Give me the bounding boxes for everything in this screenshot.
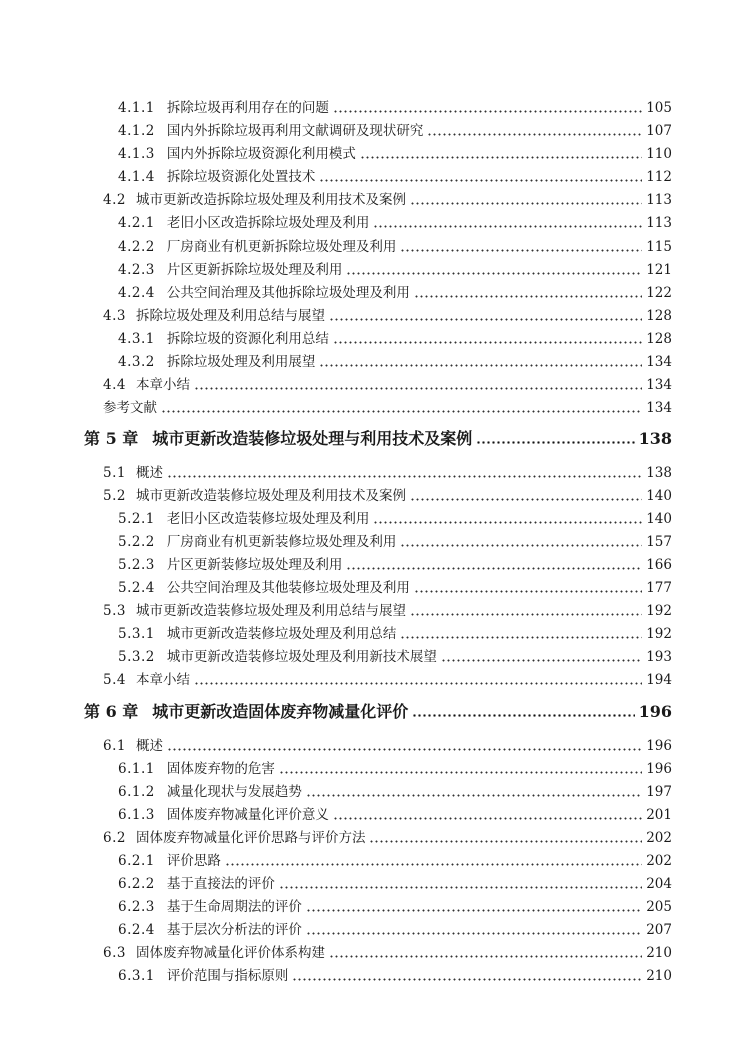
toc-entry-page-number: 138 (646, 465, 672, 481)
dot-leader (476, 441, 634, 444)
toc-entry-number: 5.2.1 (118, 511, 155, 527)
toc-entry-page-number: 196 (646, 738, 672, 754)
toc-entry-page-number: 134 (646, 354, 672, 370)
toc-entry[interactable] (118, 778, 672, 800)
toc-entry-page-number: 110 (646, 146, 672, 162)
toc-entry-number: 5.1 (103, 465, 126, 481)
toc-entry-page-number: 122 (646, 285, 672, 301)
dot-leader (333, 817, 642, 820)
toc-entry-number: 5.4 (103, 672, 126, 688)
toc-entry-page-number: 202 (646, 830, 672, 846)
toc-entry[interactable] (118, 847, 672, 869)
toc-entry-page-number: 201 (646, 807, 672, 823)
toc-chapter-entry[interactable] (84, 421, 672, 447)
toc-entry-title: 公共空间治理及其他装修垃圾处理及利用 (166, 580, 410, 596)
toc-entry-title: 拆除垃圾处理及利用总结与展望 (135, 308, 325, 324)
dot-leader (412, 714, 634, 717)
toc-entry-title: 老旧小区改造装修垃圾处理及利用 (166, 511, 370, 527)
toc-entry-number: 4.1.1 (118, 100, 155, 116)
toc-entry-title: 城市更新改造装修垃圾处理及利用新技术展望 (166, 649, 437, 665)
dot-leader (333, 341, 642, 344)
toc-entry[interactable] (103, 939, 672, 961)
dot-leader (414, 590, 642, 593)
toc-entry-number: 6.1 (103, 738, 126, 754)
toc-entry-title: 片区更新拆除垃圾处理及利用 (166, 262, 343, 278)
toc-entry-page-number: 107 (646, 123, 672, 139)
toc-entry[interactable] (118, 325, 672, 347)
toc-entry-number: 6.3 (103, 945, 126, 961)
dot-leader (410, 202, 642, 205)
dot-leader (410, 613, 642, 616)
toc-entry-page-number: 192 (646, 603, 672, 619)
toc-entry[interactable] (118, 801, 672, 823)
toc-entry-page-number: 115 (646, 239, 672, 255)
toc-entry-title: 国内外拆除垃圾资源化利用模式 (166, 146, 356, 162)
dot-leader (319, 364, 642, 367)
dot-leader (319, 179, 642, 182)
toc-entry-title: 城市更新改造固体废弃物减量化评价 (152, 702, 409, 721)
toc-entry-page-number: 196 (646, 761, 672, 777)
toc-entry[interactable] (118, 528, 672, 550)
toc-entry-page-number: 121 (646, 262, 672, 278)
toc-entry-page-number: 140 (646, 511, 672, 527)
toc-entry[interactable] (118, 94, 672, 116)
toc-entry-page-number: 207 (646, 922, 672, 938)
toc-entry-title: 片区更新装修垃圾处理及利用 (166, 557, 343, 573)
toc-entry-title: 城市更新改造装修垃圾处理及利用技术及案例 (135, 488, 406, 504)
toc-entry[interactable] (118, 574, 672, 596)
dot-leader (373, 521, 642, 524)
toc-entry-page-number: 193 (646, 649, 672, 665)
toc-entry-title: 厂房商业有机更新装修垃圾处理及利用 (166, 534, 397, 550)
toc-entry[interactable] (118, 209, 672, 231)
toc-entry[interactable] (118, 233, 672, 255)
toc-entry-page-number: 210 (646, 945, 672, 961)
toc-entry-title: 拆除垃圾资源化处置技术 (166, 169, 316, 185)
toc-entry-number: 5.3.1 (118, 626, 155, 642)
toc-entry-number: 4.2.4 (118, 285, 155, 301)
dot-leader (441, 659, 642, 662)
toc-entry-title: 城市更新改造拆除垃圾处理及利用技术及案例 (135, 192, 406, 208)
dot-leader (167, 475, 642, 478)
toc-entry-number: 5.2.2 (118, 534, 155, 550)
toc-entry[interactable] (103, 597, 672, 619)
dot-leader (225, 863, 642, 866)
toc-entry-title: 基于层次分析法的评价 (166, 922, 302, 938)
toc-entry-page-number: 105 (646, 100, 672, 116)
toc-entry-page-number: 210 (646, 968, 672, 984)
toc-entry-title: 拆除垃圾的资源化利用总结 (166, 331, 329, 347)
toc-entry[interactable] (118, 870, 672, 892)
toc-entry-title: 城市更新改造装修垃圾处理及利用总结与展望 (135, 603, 406, 619)
toc-entry-title: 固体废弃物减量化评价意义 (166, 807, 329, 823)
toc-entry-number: 4.3 (103, 308, 126, 324)
dot-leader (373, 225, 642, 228)
toc-entry-number: 6.2.1 (118, 853, 155, 869)
toc-entry-page-number: 166 (646, 557, 672, 573)
toc-entry-number: 6.3.1 (118, 968, 155, 984)
toc-entry-title: 概述 (135, 738, 163, 754)
dot-leader (306, 909, 642, 912)
toc-entry[interactable] (103, 482, 672, 504)
dot-leader (306, 932, 642, 935)
dot-leader (346, 567, 642, 570)
toc-entry-number: 6.2.2 (118, 876, 155, 892)
toc-entry-number: 6.1.2 (118, 784, 155, 800)
toc-entry-title: 评价思路 (166, 853, 221, 869)
toc-entry-page-number: 194 (646, 672, 672, 688)
toc-entry-page-number: 196 (638, 702, 672, 721)
dot-leader (410, 498, 642, 501)
toc-entry-page-number: 197 (646, 784, 672, 800)
toc-entry-number: 4.1.2 (118, 123, 155, 139)
toc-entry-number: 第 5 章 (84, 429, 139, 448)
toc-entry-number: 6.2 (103, 830, 126, 846)
toc-entry[interactable] (118, 893, 672, 915)
toc-entry-number: 4.2.1 (118, 215, 155, 231)
toc-entry-page-number: 157 (646, 534, 672, 550)
toc-entry-title: 老旧小区改造拆除垃圾处理及利用 (166, 215, 370, 231)
toc-entry-number: 4.3.1 (118, 331, 155, 347)
dot-leader (369, 840, 642, 843)
toc-entry[interactable] (103, 666, 672, 688)
toc-entry-title: 减量化现状与发展趋势 (166, 784, 302, 800)
toc-entry-page-number: 112 (646, 169, 672, 185)
dot-leader (333, 110, 642, 113)
toc-entry-page-number: 113 (646, 192, 672, 208)
toc-entry-page-number: 202 (646, 853, 672, 869)
toc-entry[interactable] (103, 394, 672, 416)
toc-entry-page-number: 113 (646, 215, 672, 231)
dot-leader (194, 682, 642, 685)
toc-entry-page-number: 134 (646, 377, 672, 393)
toc-entry-number: 4.2 (103, 192, 126, 208)
toc-entry[interactable] (118, 755, 672, 777)
toc-entry[interactable] (103, 824, 672, 846)
toc-entry[interactable] (103, 186, 672, 208)
toc-entry-title: 本章小结 (135, 377, 190, 393)
toc-entry-page-number: 205 (646, 899, 672, 915)
toc-entry-number: 5.2 (103, 488, 126, 504)
toc-entry-title: 拆除垃圾处理及利用展望 (166, 354, 316, 370)
dot-leader (329, 955, 642, 958)
toc-entry[interactable] (118, 348, 672, 370)
toc-entry[interactable] (103, 459, 672, 481)
dot-leader (306, 794, 642, 797)
toc-entry[interactable] (118, 620, 672, 642)
toc-entry-number: 4.1.4 (118, 169, 155, 185)
toc-entry[interactable] (118, 551, 672, 573)
toc-entry-page-number: 204 (646, 876, 672, 892)
toc-entry[interactable] (118, 279, 672, 301)
dot-leader (279, 886, 642, 889)
toc-entry-title: 拆除垃圾再利用存在的问题 (166, 100, 329, 116)
toc-entry-title: 固体废弃物减量化评价体系构建 (135, 945, 325, 961)
toc-entry-number: 5.2.3 (118, 557, 155, 573)
toc-entry-title: 厂房商业有机更新拆除垃圾处理及利用 (166, 239, 397, 255)
toc-entry-title: 评价范围与指标原则 (166, 968, 289, 984)
dot-leader (427, 133, 642, 136)
dot-leader (400, 544, 642, 547)
dot-leader (400, 636, 642, 639)
toc-entry[interactable] (118, 643, 672, 665)
toc-entry-page-number: 128 (646, 308, 672, 324)
toc-entry-title: 国内外拆除垃圾再利用文献调研及现状研究 (166, 123, 424, 139)
toc-entry[interactable] (118, 916, 672, 938)
toc-entry-title: 本章小结 (135, 672, 190, 688)
toc-entry-title: 公共空间治理及其他拆除垃圾处理及利用 (166, 285, 410, 301)
toc-entry-number: 4.2.2 (118, 239, 155, 255)
toc-entry-title: 固体废弃物减量化评价思路与评价方法 (135, 830, 366, 846)
dot-leader (161, 410, 642, 413)
toc-entry[interactable] (103, 371, 672, 393)
toc-entry-title: 城市更新改造装修垃圾处理及利用总结 (166, 626, 397, 642)
toc-entry[interactable] (118, 117, 672, 139)
dot-leader (414, 295, 642, 298)
toc-entry-number: 4.3.2 (118, 354, 155, 370)
toc-entry-page-number: 138 (638, 429, 672, 448)
toc-entry-number: 5.2.4 (118, 580, 155, 596)
toc-entry-title: 基于生命周期法的评价 (166, 899, 302, 915)
toc-entry-title: 概述 (135, 465, 163, 481)
toc-entry-number: 6.1.1 (118, 761, 155, 777)
toc-entry-title: 参考文献 (103, 400, 157, 416)
dot-leader (400, 249, 642, 252)
toc-entry-page-number: 140 (646, 488, 672, 504)
toc-entry-number: 6.2.3 (118, 899, 155, 915)
dot-leader (167, 748, 642, 751)
toc-entry-number: 4.2.3 (118, 262, 155, 278)
toc-entry-page-number: 192 (646, 626, 672, 642)
toc-entry[interactable] (103, 732, 672, 754)
dot-leader (329, 318, 642, 321)
toc-entry-title: 固体废弃物的危害 (166, 761, 275, 777)
toc-entry-number: 4.4 (103, 377, 126, 393)
toc-entry-page-number: 177 (646, 580, 672, 596)
toc-entry-number: 6.1.3 (118, 807, 155, 823)
toc-chapter-entry[interactable] (84, 694, 672, 720)
dot-leader (346, 272, 642, 275)
toc-entry[interactable] (118, 256, 672, 278)
toc-entry-title: 城市更新改造装修垃圾处理与利用技术及案例 (152, 429, 473, 448)
toc-entry[interactable] (103, 302, 672, 324)
toc-entry[interactable] (118, 140, 672, 162)
toc-entry-number: 5.3 (103, 603, 126, 619)
toc-entry-page-number: 134 (646, 400, 672, 416)
dot-leader (360, 156, 642, 159)
toc-entry[interactable] (118, 163, 672, 185)
toc-entry-page-number: 128 (646, 331, 672, 347)
dot-leader (279, 771, 642, 774)
toc-entry-number: 5.3.2 (118, 649, 155, 665)
dot-leader (194, 387, 642, 390)
toc-entry-number: 4.1.3 (118, 146, 155, 162)
toc-entry-number: 6.2.4 (118, 922, 155, 938)
dot-leader (292, 978, 642, 981)
toc-entry[interactable] (118, 505, 672, 527)
toc-entry-number: 第 6 章 (84, 702, 139, 721)
toc-entry[interactable] (118, 962, 672, 984)
toc-entry-title: 基于直接法的评价 (166, 876, 275, 892)
